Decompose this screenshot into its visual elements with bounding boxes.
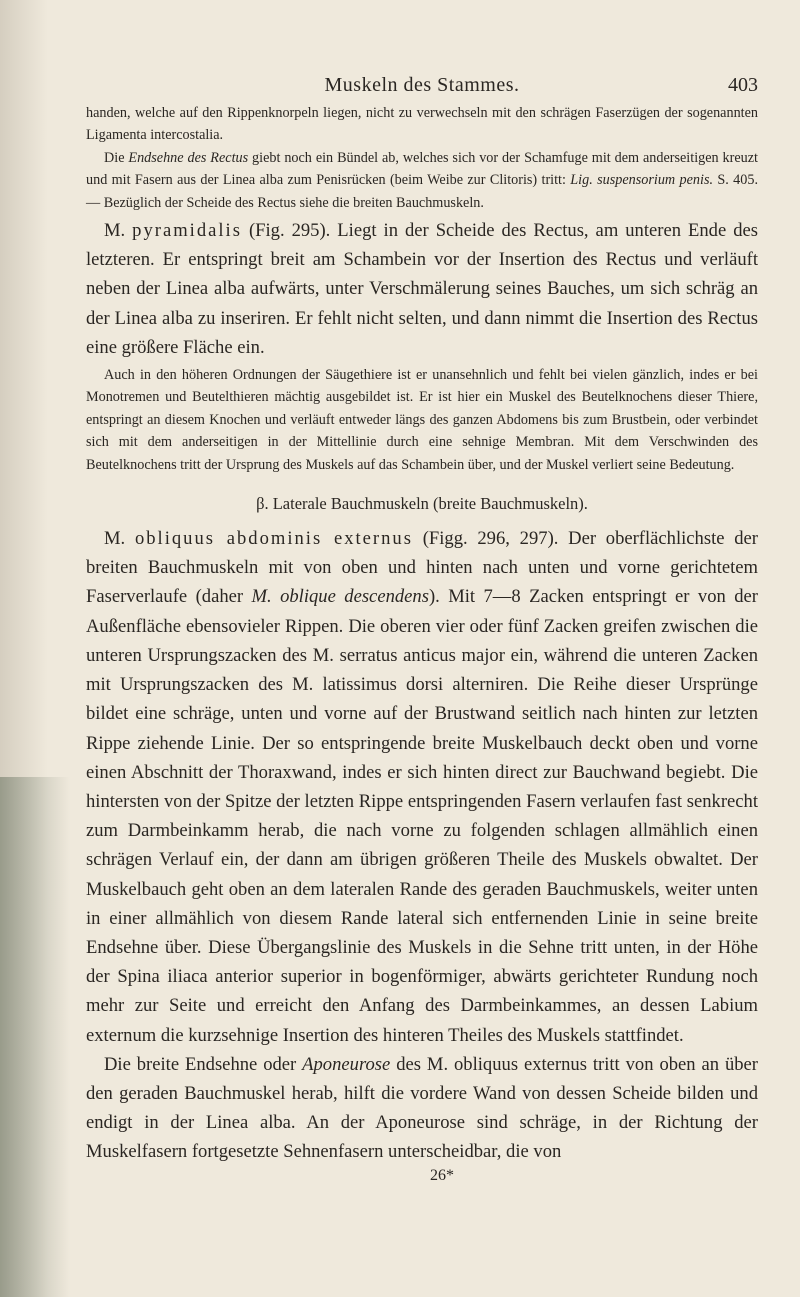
text-run: Die breite Endsehne oder [104, 1053, 303, 1075]
paragraph-aponeurose [86, 1050, 758, 1167]
section-subheading: β. Laterale Bauchmuskeln (breite Bauchmuskeln). [256, 494, 588, 514]
paragraph-text: Auch in den höheren Ordnungen der Säugethiere ist er unansehnlich und fehlt bei vielen gänzlich, indes er bei Monotremen und Beutelthieren mächtig ausgebildet ist. Er ist hier ein Muskel des Beutelknochens dieser Thiere, entspringt an diesem Knochen und verläuft entweder längs des ganzen Abdomens bis zum Brustbein, oder verbindet sich mit dem anderseitigen in der Mittellinie durch eine sehnige Membran. Mit dem Verschwinden des Beutelknochens tritt der Ursprung des Muskels auf das Schambein über, und der Muskel verliert seine Bedeutung. [86, 367, 758, 473]
text-run: (Figg. 296, 297). Der oberflächlichste der breiten Bauchmuskeln mit von oben und hinten nach unten und vorne gerichtetem Faserverlaufe (daher [86, 528, 758, 608]
paragraph-continuation [86, 102, 758, 147]
signature-mark: 26* [430, 1166, 454, 1184]
running-title: Muskeln des Stammes. [324, 74, 520, 96]
paragraph-comparative-note [86, 364, 758, 476]
text-run: S. 405. — Bezüglich der Scheide des Rectus siehe die breiten Bauchmuskeln. [86, 172, 758, 211]
text-run: (Fig. 295). Liegt in der Scheide des Rectus, am unteren Ende des letzteren. Er entspringt breit am Schambein vor der Insertion des Rectus und verläuft neben der Linea alba aufwärts, unter Verschmälerung seines Bauches, um sich schräg an der Linea alba zu inseriren. Er fehlt nicht selten, und dann nimmt die Insertion des Rectus eine größere Fläche ein. [86, 220, 758, 358]
text-run: Die [104, 149, 129, 166]
italic-term: Lig. suspensorium penis. [570, 172, 714, 189]
page-corner-shadow [0, 777, 70, 1297]
italic-term: Endsehne des Rectus [128, 149, 249, 166]
paragraph-rectus-endsehne [86, 147, 758, 214]
italic-term: M. oblique descendens [251, 586, 429, 608]
text-run: ). Mit 7—8 Zacken entspringt er von der Außenfläche ebensovieler Rippen. Die oberen vier oder fünf Zacken greifen zwischen die unteren Ursprungszacken des M. serratus anticus major ein, während die unteren Zacken mit Ursprungszacken des M. latissimus dorsi alterniren. Die Reihe dieser Ursprünge bildet eine schräge, unten und vorne auf der Brustwand seitlich nach hinten zur letzten Rippe ziehende Linie. Der so entspringende breite Muskelbauch deckt oben und vorne einen Abschnitt der Thoraxwand, indes er sich hinten direct zur Bauchwand begiebt. Die hintersten von der Spitze der letzten Rippe entspringenden Fasern verlaufen fast senkrecht zum Darmbeinkamm herab, die nach vorne zu folgenden schlagen allmählich einen schrägen Verlauf ein, der dann am übrigen größeren Theile des Muskels obwaltet. Der Muskelbauch geht oben an dem lateralen Rande des geraden Bauchmuskels, weiter unten in einer allmählich von diesem Rande lateral sich entfernenden Linie in seine breite Endsehne über. Diese Übergangslinie des Muskels in die Sehne tritt unten, in der Höhe der Spina iliaca anterior superior in bogenförmiger, abwärts gerichteter Rundung noch mehr zur Seite und erreicht den Anfang des Darmbeinkammes, an dessen Labium externum die kurzsehnige Insertion des hinteren Theiles des Muskels stattfindet. [86, 586, 758, 1046]
text-run: giebt noch ein Bündel ab, welches sich vor der Schamfuge mit dem anderseitigen kreuzt und mit Fasern aus der Linea alba zum Penisrücken (beim Weibe zur Clitoris) tritt: [86, 149, 758, 189]
paragraph-obliquus-externus [86, 524, 758, 1050]
text-run: M. [104, 220, 133, 242]
muscle-name: pyramidalis [132, 220, 242, 242]
page-number: 403 [728, 74, 758, 96]
paragraph-text: handen, welche auf den Rippenknorpeln liegen, nicht zu verwechseln mit den schrägen Faserzügen der sogenannten Ligamenta intercostalia. [86, 105, 758, 144]
italic-term: Aponeurose [302, 1053, 391, 1075]
running-header [86, 62, 758, 102]
muscle-name: obliquus abdominis externus [134, 528, 413, 550]
text-run: des M. obliquus externus tritt von oben an über den geraden Bauchmuskel herab, hilft die vordere Wand von dessen Scheide bilden und endigt in der Linea alba. An der Aponeurose sind schräge, in der Richtung der Muskelfasern fortgesetzte Sehnenfasern unterscheidbar, die von [86, 1053, 758, 1163]
text-run: M. [104, 528, 135, 550]
paragraph-pyramidalis [86, 216, 758, 362]
book-page [86, 62, 758, 1185]
